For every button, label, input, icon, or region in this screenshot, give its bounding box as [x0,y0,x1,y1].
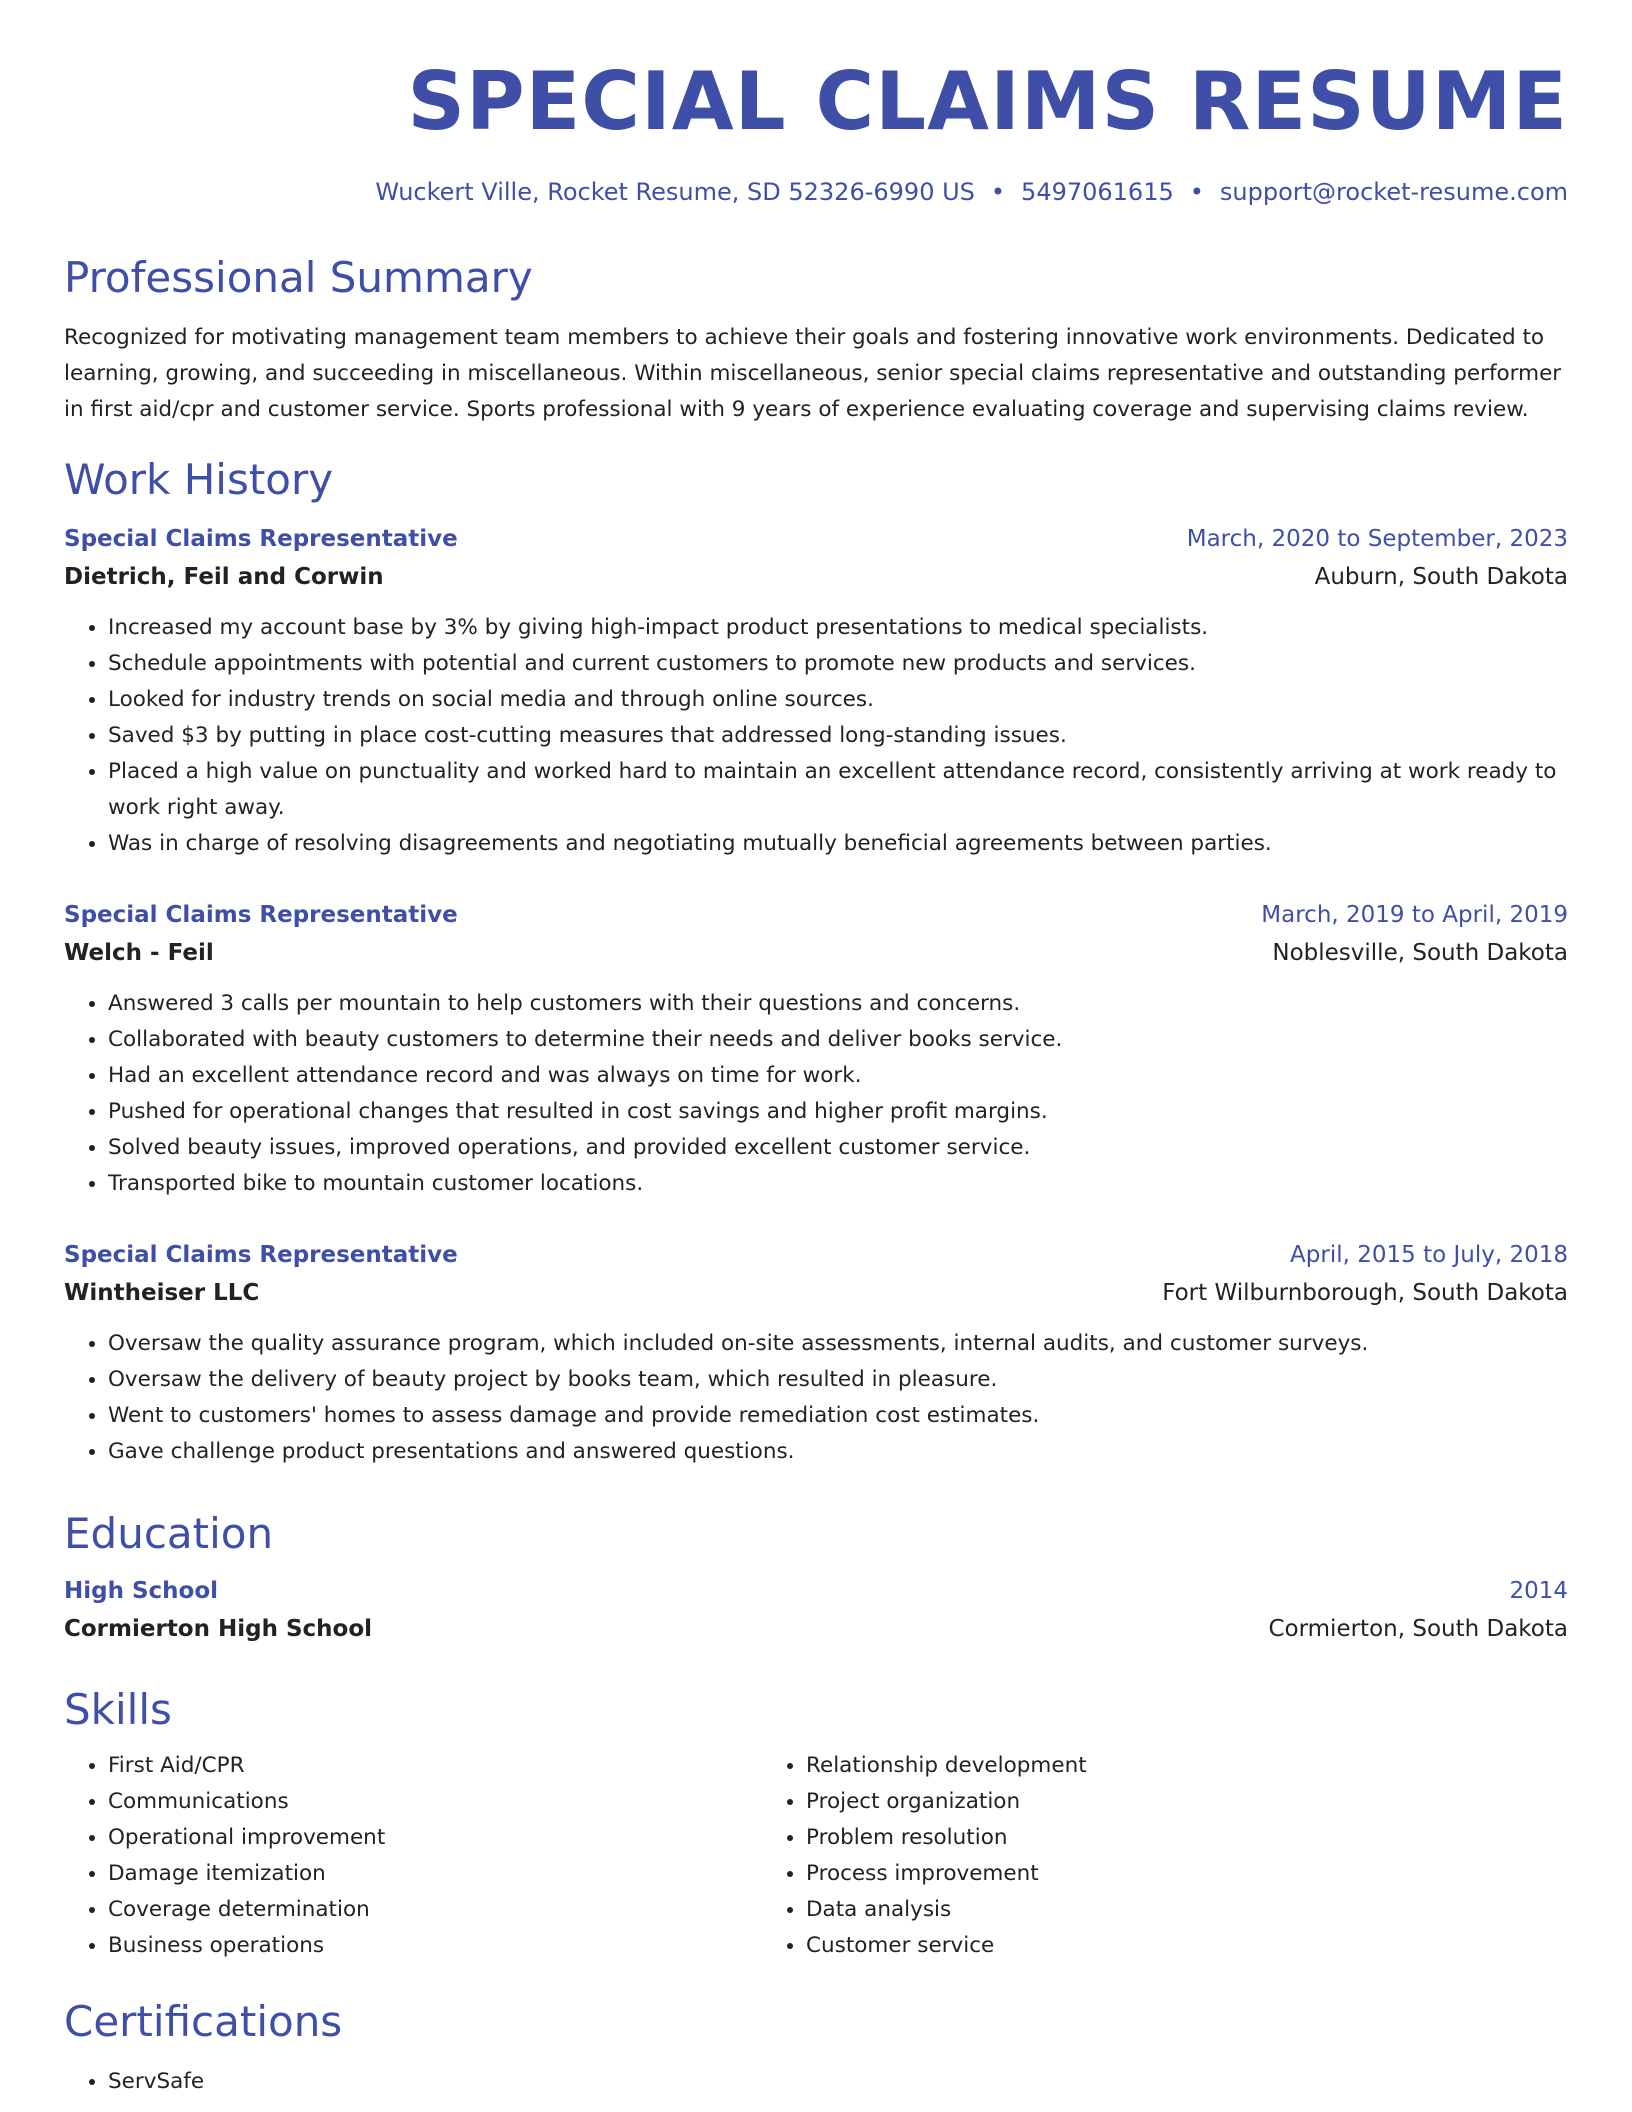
skill-item: • Problem resolution [806,1820,1460,1856]
contact-phone: 5497061615 [1021,178,1174,206]
list-item: • Saved $3 by putting in place cost-cutting measures that addressed long-standing issues. [108,718,1568,754]
separator-dot: • [1189,178,1204,206]
certifications-list [64,2064,1568,2100]
job-title: Special Claims Representative [64,1242,458,1268]
certifications-heading: Certifications [64,1997,343,2046]
list-item: • Collaborated with beauty customers to determine their needs and deliver books service. [108,1022,1568,1058]
list-item: • Placed a high value on punctuality and worked hard to maintain an excellent attendance record, consistently arriving at work ready to work right away. [108,754,1568,826]
job-title: Special Claims Representative [64,526,458,552]
job-company: Welch - Feil [64,940,214,966]
list-item: • Increased my account base by 3% by giving high-impact product presentations to medical specialists. [108,610,1568,646]
list-item: • Schedule appointments with potential and current customers to promote new products and services. [108,646,1568,682]
job-dates: March, 2020 to September, 2023 [1186,526,1568,552]
contact-line [64,176,1568,208]
job-bullets [64,986,1568,1202]
education-heading: Education [64,1509,274,1558]
skill-item: • Project organization [806,1784,1460,1820]
skills-column-left [64,1748,762,1964]
job-bullets [64,1326,1568,1470]
job-entry [64,896,1568,1202]
job-dates: March, 2019 to April, 2019 [1261,902,1568,928]
separator-dot: • [990,178,1006,206]
education-school: Cormierton High School [64,1616,373,1642]
skill-item: • Relationship development [806,1748,1460,1784]
list-item: • Had an excellent attendance record and was always on time for work. [108,1058,1568,1094]
skill-item: • Damage itemization [108,1856,762,1892]
skill-item: • Operational improvement [108,1820,762,1856]
list-item: • Solved beauty issues, improved operations, and provided excellent customer service. [108,1130,1568,1166]
list-item: • Was in charge of resolving disagreements and negotiating mutually beneficial agreements between parties. [108,826,1568,862]
list-item: • Answered 3 calls per mountain to help customers with their questions and concerns. [108,986,1568,1022]
skill-item: • Communications [108,1784,762,1820]
job-location: Auburn, South Dakota [1314,564,1568,590]
education-year: 2014 [1509,1578,1568,1604]
job-company: Dietrich, Feil and Corwin [64,564,384,590]
job-title: Special Claims Representative [64,902,458,928]
job-dates: April, 2015 to July, 2018 [1290,1242,1568,1268]
job-entry [64,1236,1568,1470]
skills-heading: Skills [64,1685,172,1734]
education-location: Cormierton, South Dakota [1268,1616,1568,1642]
skill-item: • First Aid/CPR [108,1748,762,1784]
job-location: Fort Wilburnborough, South Dakota [1162,1280,1568,1306]
resume-name: SPECIAL CLAIMS RESUME [407,55,1568,148]
skill-item: • Business operations [108,1928,762,1964]
list-item: • Transported bike to mountain customer locations. [108,1166,1568,1202]
skills-column-right [762,1748,1460,1964]
summary-heading: Professional Summary [64,253,533,302]
contact-address: Wuckert Ville, Rocket Resume, SD 52326-6990 US [375,178,975,206]
job-company: Wintheiser LLC [64,1280,260,1306]
education-entry [64,1572,1568,1648]
list-item: • Gave challenge product presentations and answered questions. [108,1434,1568,1470]
job-entry [64,520,1568,862]
job-bullets [64,610,1568,862]
summary-text: Recognized for motivating management team members to achieve their goals and fostering innovative work environments. Dedicated to learning, growing, and succeeding in miscellaneous. Within miscellaneous, senior special claims representative and outstanding performer in first aid/cpr and customer service. Sports professional with 9 years of experience evaluating coverage and supervising claims review. [64,325,1562,422]
certification-item: • ServSafe [108,2064,1568,2100]
contact-email: support@rocket-resume.com [1219,178,1568,206]
skill-item: • Customer service [806,1928,1460,1964]
skill-item: • Coverage determination [108,1892,762,1928]
skills-grid [64,1748,1568,1964]
work-history-heading: Work History [64,455,334,504]
list-item: • Oversaw the quality assurance program, which included on-site assessments, internal audits, and customer surveys. [108,1326,1568,1362]
job-location: Noblesville, South Dakota [1272,940,1568,966]
list-item: • Pushed for operational changes that resulted in cost savings and higher profit margins. [108,1094,1568,1130]
skill-item: • Data analysis [806,1892,1460,1928]
list-item: • Went to customers' homes to assess damage and provide remediation cost estimates. [108,1398,1568,1434]
list-item: • Oversaw the delivery of beauty project by books team, which resulted in pleasure. [108,1362,1568,1398]
list-item: • Looked for industry trends on social media and through online sources. [108,682,1568,718]
education-degree: High School [64,1578,219,1604]
skill-item: • Process improvement [806,1856,1460,1892]
